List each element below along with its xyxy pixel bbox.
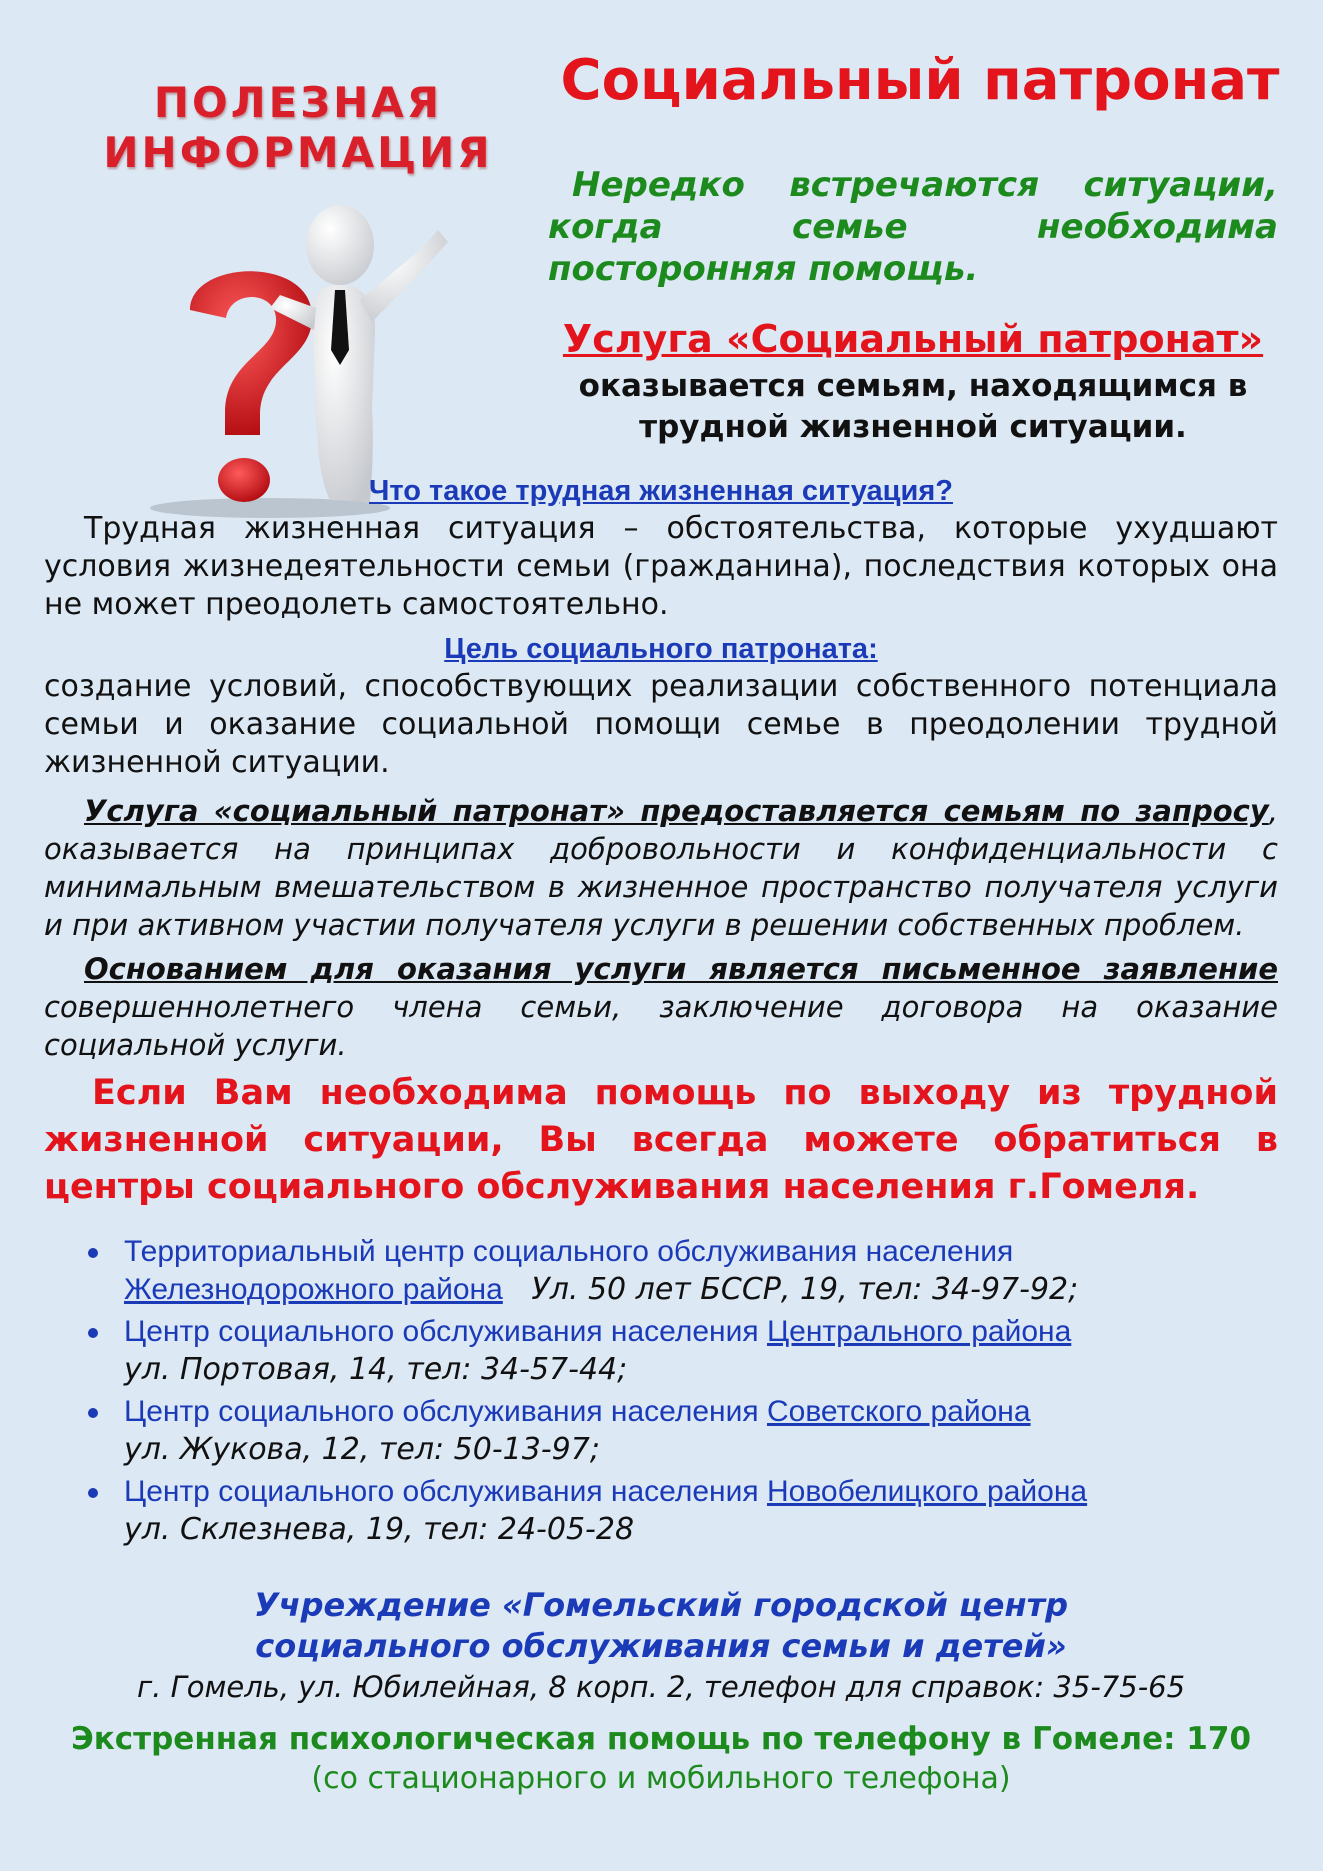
bullet-icon xyxy=(88,1328,98,1338)
list-item xyxy=(44,1233,1278,1309)
service-conditions-rest: , оказывается на принципах добровольности и конфиденциальности с минимальным вмешательством в жизненное пространство получателя услуги и при активном участии получателя услуги в решении собственных проблем. xyxy=(44,794,1278,942)
emergency-hotline: Экстренная психологическая помощь по телефону в Гомеле: 170 xyxy=(70,1721,1252,1757)
center-name-line xyxy=(124,1393,1278,1431)
logo-line-1: ПОЛЕЗНАЯ xyxy=(153,78,443,127)
bullet-icon xyxy=(88,1488,98,1498)
center-name-line xyxy=(124,1313,1278,1351)
centers-list xyxy=(44,1233,1278,1549)
section-heading-difficult-situation: Что такое трудная жизненная ситуация? xyxy=(369,475,953,507)
center-name: Центр социального обслуживания населения xyxy=(124,1395,759,1428)
center-name-line xyxy=(124,1473,1278,1511)
list-item xyxy=(44,1393,1278,1469)
bullet-icon xyxy=(88,1408,98,1418)
logo-line-2: ИНФОРМАЦИЯ xyxy=(103,128,493,177)
center-address: ул. Портовая, 14, тел: 34-57-44; xyxy=(124,1352,628,1387)
center-district: Центрального района xyxy=(766,1315,1072,1348)
emergency-hotline-note: (со стационарного и мобильного телефона) xyxy=(311,1761,1011,1796)
center-address: ул. Жукова, 12, тел: 50-13-97; xyxy=(124,1432,600,1467)
list-item xyxy=(44,1313,1278,1389)
center-name: Территориальный центр социального обслуживания населения xyxy=(124,1235,1014,1268)
bullet-icon xyxy=(88,1248,98,1258)
service-title: Услуга «Социальный патронат» xyxy=(562,317,1264,361)
center-address: Ул. 50 лет БССР, 19, тел: 34-97-92; xyxy=(531,1272,1079,1307)
logo-text xyxy=(78,78,518,178)
center-district: Советского района xyxy=(766,1395,1031,1428)
service-basis-rest: совершеннолетнего члена семьи, заключение договора на оказание социальной услуги. xyxy=(44,990,1278,1062)
center-district: Железнодорожного района xyxy=(124,1273,503,1306)
organization-address: г. Гомель, ул. Юбилейная, 8 корп. 2, телефон для справок: 35-75-65 xyxy=(136,1670,1186,1704)
center-name: Центр социального обслуживания населения xyxy=(124,1315,759,1348)
organization-name xyxy=(44,1585,1278,1667)
center-name-line xyxy=(124,1233,1278,1271)
question-mark-figure-icon xyxy=(120,190,500,520)
goal-text: создание условий, способствующих реализации собственного потенциала семьи и оказание социальной помощи семье в преодолении трудной жизненной ситуации. xyxy=(44,669,1278,780)
service-basis-paragraph xyxy=(44,950,1278,1064)
difficult-situation-definition: Трудная жизненная ситуация – обстоятельства, которые ухудшают условия жизнедеятельности семьи (гражданина), последствия которых она не может преодолеть самостоятельно. xyxy=(44,511,1278,622)
service-conditions-lead: Услуга «социальный патронат» предоставляется семьям по запросу xyxy=(84,794,1269,828)
intro-text: Нередко встречаются ситуации, когда семье необходима посторонняя помощь. xyxy=(548,165,1278,289)
center-district: Новобелицкого района xyxy=(766,1475,1088,1508)
center-address-line xyxy=(124,1271,1278,1309)
service-conditions-paragraph xyxy=(44,792,1278,944)
organization-line-1: Учреждение «Гомельский городской центр xyxy=(253,1586,1069,1624)
section-heading-goal: Цель социального патроната: xyxy=(444,633,878,665)
call-to-action: Если Вам необходима помощь по выходу из трудной жизненной ситуации, Вы всегда можете обратиться в центры социального обслуживания населения г.Гомеля. xyxy=(44,1073,1278,1207)
list-item xyxy=(44,1473,1278,1549)
main-content xyxy=(44,472,1278,1799)
center-name: Центр социального обслуживания населения xyxy=(124,1475,759,1508)
service-basis-lead: Основанием для оказания услуги является письменное заявление xyxy=(84,952,1278,986)
organization-line-2: социального обслуживания семьи и детей» xyxy=(255,1627,1067,1665)
page-title: Социальный патронат xyxy=(560,48,1280,113)
useful-info-logo xyxy=(60,70,520,450)
center-address: ул. Склезнева, 19, тел: 24-05-28 xyxy=(124,1512,635,1547)
service-subtitle: оказывается семьям, находящимся в трудной жизненной ситуации. xyxy=(578,368,1248,445)
